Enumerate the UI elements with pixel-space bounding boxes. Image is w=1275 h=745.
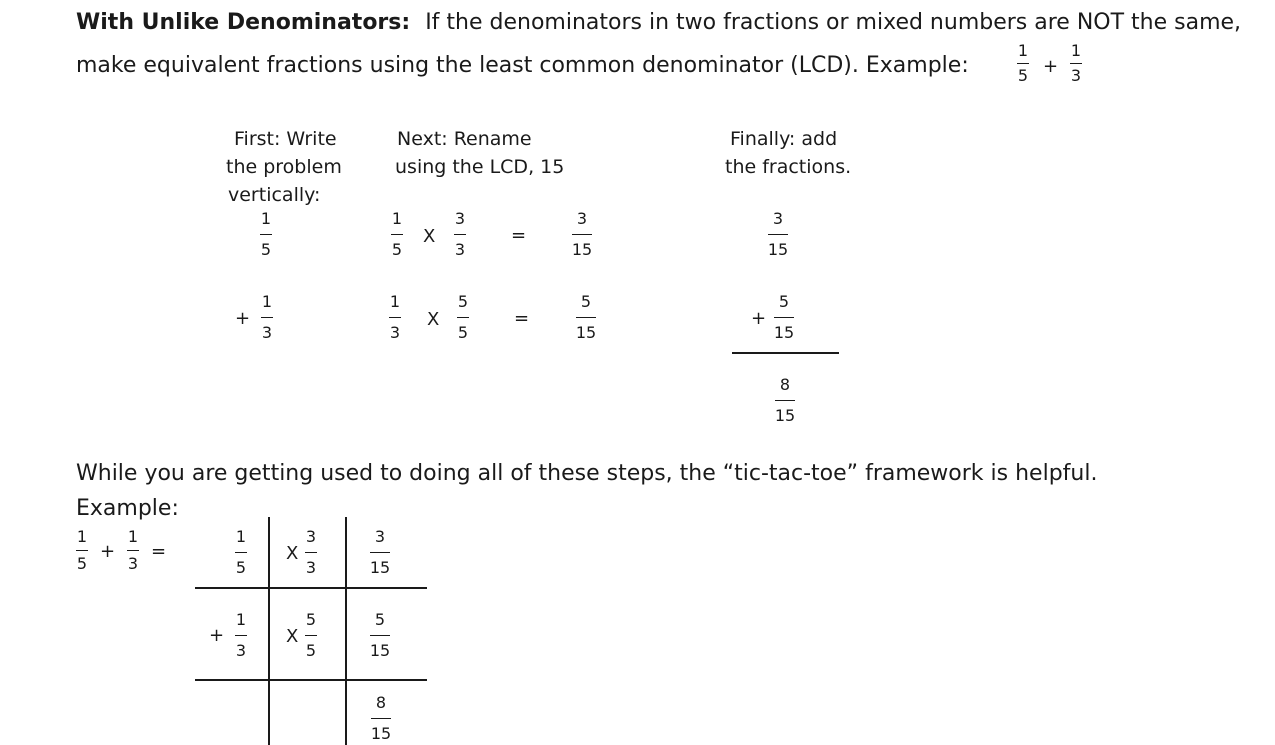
fraction-bar [1070,63,1082,64]
grid-r1-fraction-b [296,528,326,577]
step-finally-line-1: Finally: add [730,128,838,150]
numerator: 3 [576,209,588,228]
grid-r2-fraction-b [296,611,326,660]
sum-line [732,352,839,354]
step-finally-header [725,125,851,181]
col2-row2-fraction-a [380,293,410,342]
denominator: 15 [370,724,392,743]
step-first-header [226,125,342,209]
denominator: 3 [127,554,139,573]
fraction-bar [391,234,403,235]
fraction-bar [76,550,88,551]
grid-horizontal-line-2 [195,679,427,681]
framework-problem-fraction-1 [67,528,97,573]
denominator: 15 [767,240,789,259]
denominator: 3 [454,240,466,259]
numerator: 1 [260,209,272,228]
fraction-bar [370,635,390,636]
col2-row2-times: X [427,309,440,330]
numerator: 1 [389,292,401,311]
grid-r2-fraction-a [226,611,256,660]
fraction-bar [261,317,273,318]
numerator: 3 [305,527,317,546]
col1-fraction-top [251,210,281,259]
fraction-bar [235,635,247,636]
col3-plus-sign: + [751,308,767,329]
step-next-line-2: using the LCD, 15 [395,156,565,178]
grid-r1-result [365,528,395,577]
intro-example-plus: + [1043,56,1059,77]
col3-fraction-top [763,210,793,259]
numerator: 1 [127,527,139,546]
grid-r3-sum [366,694,396,743]
col1-fraction-bottom [252,293,282,342]
numerator: 8 [779,375,791,394]
col2-row1-fraction-b [445,210,475,259]
grid-vertical-line-1 [268,517,270,745]
fraction-bar [576,317,596,318]
fraction-bar [774,317,794,318]
denominator: 5 [391,240,403,259]
fraction-bar [775,400,795,401]
grid-r2-times: X [286,626,299,647]
col3-fraction-bottom [769,293,799,342]
grid-r1-times: X [286,543,299,564]
intro-example-fraction-2 [1061,42,1091,85]
col3-fraction-sum [770,376,800,425]
fraction-bar [127,550,139,551]
fraction-bar [454,234,466,235]
fraction-bar [305,635,317,636]
fraction-bar [235,552,247,553]
step-first-line-2: the problem [226,156,342,178]
grid-r1-fraction-a [226,528,256,577]
denominator: 3 [235,641,247,660]
numerator: 3 [374,527,386,546]
denominator: 3 [1070,66,1082,85]
denominator: 15 [773,323,795,342]
denominator: 5 [235,558,247,577]
denominator: 15 [575,323,597,342]
numerator: 5 [778,292,790,311]
numerator: 1 [1070,41,1082,60]
numerator: 1 [261,292,273,311]
numerator: 3 [454,209,466,228]
col1-plus-sign: + [235,308,251,329]
intro-example-fraction-1 [1008,42,1038,85]
step-next-line-1: Next: Rename [397,128,532,150]
grid-r2-result [365,611,395,660]
grid-r2-plus: + [209,625,225,646]
denominator: 15 [774,406,796,425]
framework-problem-equals: = [151,541,167,562]
numerator: 8 [375,693,387,712]
fraction-bar [371,718,391,719]
numerator: 3 [772,209,784,228]
intro-text-1: If the denominators in two fractions or mixed numbers are NOT the same, [425,10,1242,35]
denominator: 5 [260,240,272,259]
col2-row1-times: X [423,226,436,247]
step-finally-line-2: the fractions. [725,156,852,178]
numerator: 1 [391,209,403,228]
fraction-bar [572,234,592,235]
denominator: 3 [389,323,401,342]
col2-row2-fraction-b [448,293,478,342]
numerator: 1 [235,527,247,546]
denominator: 15 [571,240,593,259]
intro-line-1 [76,10,1241,36]
denominator: 15 [369,558,391,577]
fraction-bar [389,317,401,318]
intro-line-2: make equivalent fractions using the least common denominator (LCD). Example: [76,53,969,78]
framework-line-1: While you are getting used to doing all of these steps, the “tic-tac-toe” framework is helpful. [76,461,1098,486]
section-heading: With Unlike Denominators: [76,10,411,35]
denominator: 15 [369,641,391,660]
denominator: 5 [305,641,317,660]
framework-problem-fraction-2 [118,528,148,573]
denominator: 3 [261,323,273,342]
col2-row1-result [567,210,597,259]
framework-problem-plus: + [100,541,116,562]
framework-line-2: Example: [76,496,179,521]
grid-vertical-line-2 [345,517,347,745]
denominator: 5 [457,323,469,342]
numerator: 1 [76,527,88,546]
fraction-bar [260,234,272,235]
fraction-bar [305,552,317,553]
grid-horizontal-line-1 [195,587,427,589]
numerator: 5 [374,610,386,629]
fraction-bar [370,552,390,553]
col2-row1-equals: = [511,225,527,246]
numerator: 5 [457,292,469,311]
col2-row1-fraction-a [382,210,412,259]
col2-row2-result [571,293,601,342]
numerator: 5 [305,610,317,629]
numerator: 5 [580,292,592,311]
fraction-bar [768,234,788,235]
denominator: 5 [76,554,88,573]
denominator: 5 [1017,66,1029,85]
step-next-header [395,125,564,181]
numerator: 1 [235,610,247,629]
denominator: 3 [305,558,317,577]
numerator: 1 [1017,41,1029,60]
col2-row2-equals: = [514,308,530,329]
fraction-bar [457,317,469,318]
step-first-line-1: First: Write [234,128,337,150]
step-first-line-3: vertically: [228,184,321,206]
fraction-bar [1017,63,1029,64]
